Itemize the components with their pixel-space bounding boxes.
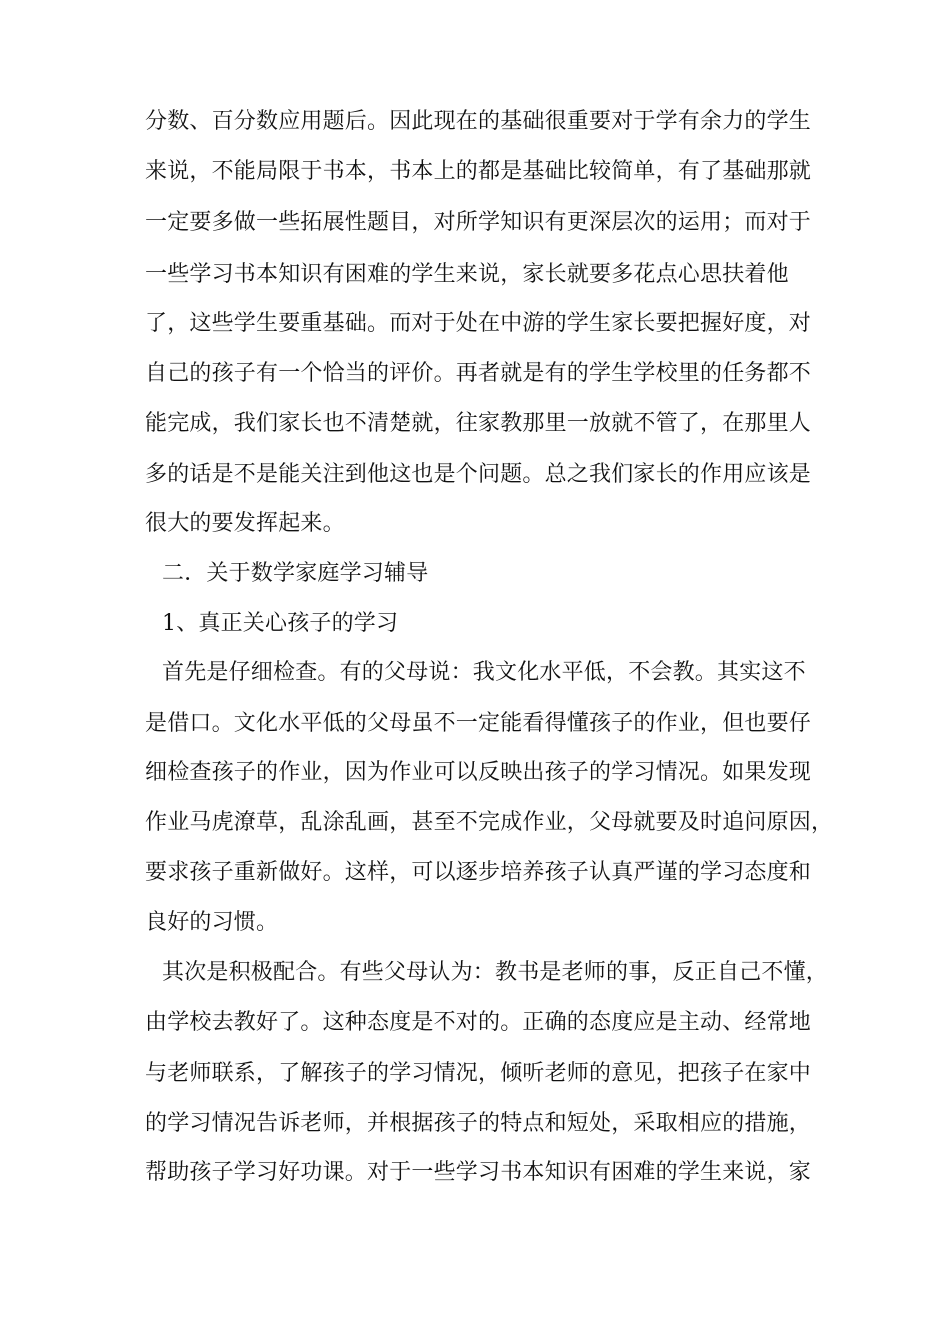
text-line: 作业马虎潦草，乱涂乱画，甚至不完成作业，父母就要及时追问原因， [145,810,834,835]
text-line: 一定要多做一些拓展性题目，对所学知识有更深层次的运用；而对于 [145,210,812,235]
text-line: 一些学习书本知识有困难的学生来说，家长就要多花点心思扶着他 [145,262,789,287]
text-line: 多的话是不是能关注到他这也是个问题。总之我们家长的作用应该是 [145,462,812,487]
text-line: 其次是积极配合。有些父母认为：教书是老师的事，反正自己不懂， [162,960,829,985]
text-line: 首先是仔细检查。有的父母说：我文化水平低，不会教。其实这不 [162,660,806,685]
text-line: 很大的要发挥起来。 [145,511,345,536]
text-line: 了，这些学生要重基础。而对于处在中游的学生家长要把握好度，对 [145,311,812,336]
text-line: 细检查孩子的作业，因为作业可以反映出孩子的学习情况。如果发现 [145,760,812,785]
text-line: 帮助孩子学习好功课。对于一些学习书本知识有困难的学生来说，家 [145,1160,812,1185]
text-line: 与老师联系，了解孩子的学习情况，倾听老师的意见，把孩子在家中 [145,1061,812,1086]
text-line: 是借口。文化水平低的父母虽不一定能看得懂孩子的作业，但也要仔 [145,711,812,736]
text-line: 分数、百分数应用题后。因此现在的基础很重要对于学有余力的学生 [145,109,812,134]
text-line: 由学校去教好了。这种态度是不对的。正确的态度应是主动、经常地 [145,1010,812,1035]
text-line: 要求孩子重新做好。这样，可以逐步培养孩子认真严谨的学习态度和 [145,860,812,885]
subsection-heading: 1、真正关心孩子的学习 [162,611,399,636]
text-line: 良好的习惯。 [145,910,279,935]
text-line: 来说，不能局限于书本，书本上的都是基础比较简单，有了基础那就 [145,159,812,184]
section-heading: 二．关于数学家庭学习辅导 [162,561,429,586]
text-line: 能完成，我们家长也不清楚就，往家教那里一放就不管了，在那里人 [145,411,812,436]
text-line: 自己的孩子有一个恰当的评价。再者就是有的学生学校里的任务都不 [145,361,812,386]
text-line: 的学习情况告诉老师，并根据孩子的特点和短处，采取相应的措施， [145,1111,812,1136]
